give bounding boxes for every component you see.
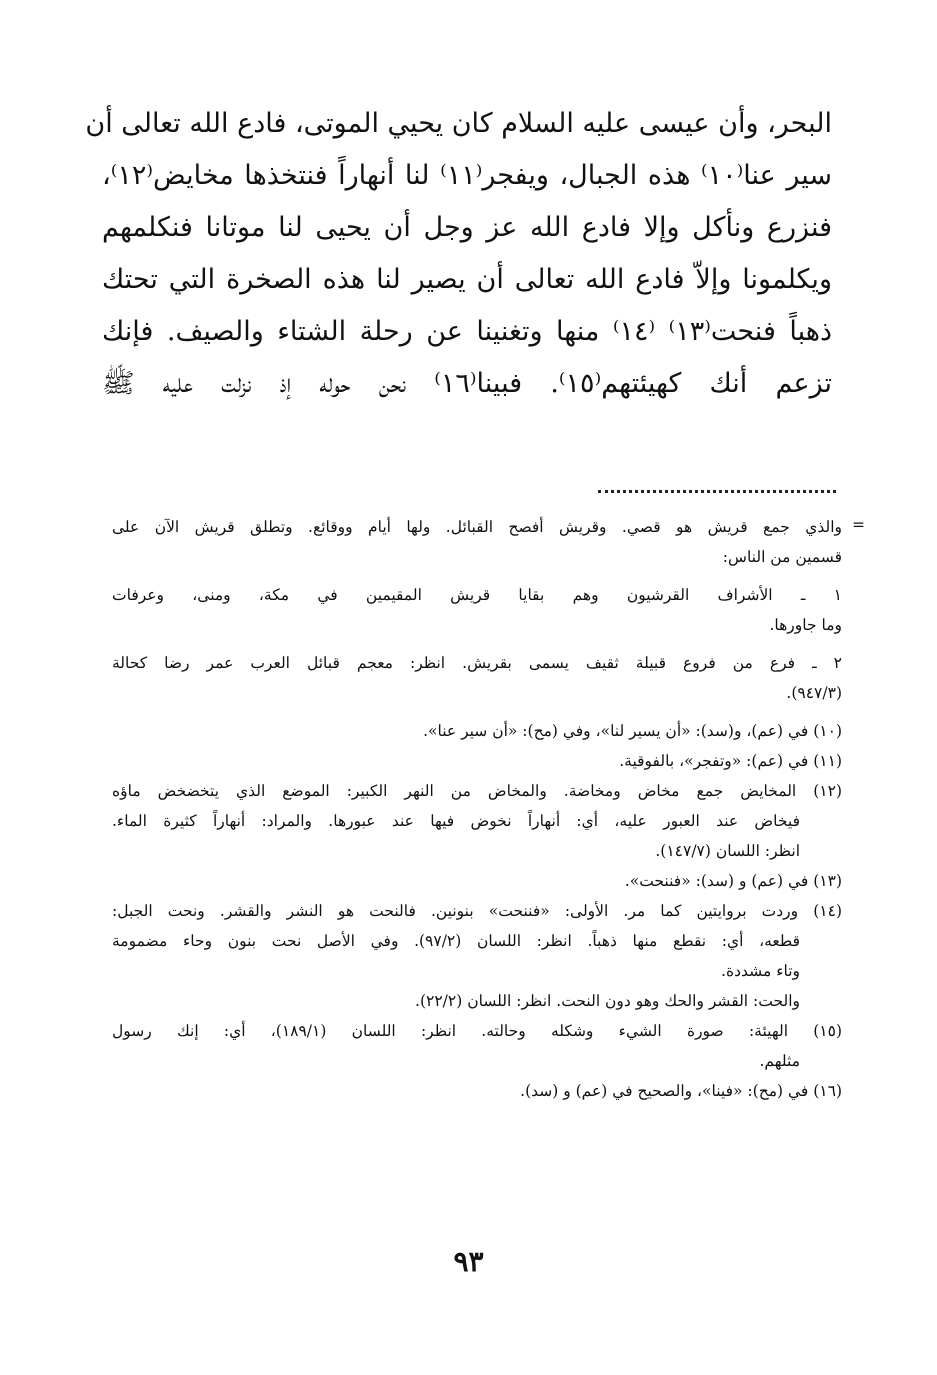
main-text-line: سير عنا⁽١٠⁾ هذه الجبال، ويفجر⁽١١⁾ لنا أنهاراً فنتخذها مخايض⁽١٢⁾، xyxy=(102,160,833,191)
footnotes-block xyxy=(112,512,865,1106)
footnote-16: (١٦) في (مح): «فينا»، والصحيح في (عم) و (سد). xyxy=(520,1082,842,1100)
main-text-block xyxy=(85,98,833,410)
main-text-line: فنزرع ونأكل وإلا فادع الله عز وجل أن يحيى لنا موتانا فنكلمهم xyxy=(102,212,832,243)
footnote-line: قسمين من الناس: xyxy=(722,548,842,566)
footnote-line: قطعه، أي: نقطع منها ذهباً. انظر: اللسان (٩٧/٢). وفي الأصل نحت بنون وحاء مضمومة xyxy=(112,932,800,950)
footnote-14: (١٤) وردت بروايتين كما مر. الأولى: «فننحت» بنونين. فالنحت هو النشر والقشر. ونحت الجبل: xyxy=(112,902,842,920)
main-text-line: تزعم أنك كهيئتهم⁽١٥⁾. فبينا⁽١٦⁾ نحن حوله إذ نزلت عليه ﷺ xyxy=(102,368,832,399)
footnote-12: (١٢) المخايض جمع مخاض ومخاضة. والمخاض من النهر الكبير: الموضع الذي يتخضخض ماؤه xyxy=(112,782,842,800)
footnote-divider xyxy=(598,490,836,499)
page-number: ٩٣ xyxy=(453,1245,484,1278)
footnote-line: فيخاض عند العبور عليه، أي: أنهاراً نخوض فيها عند عبورها. والمراد: أنهاراً كثيرة الماء. xyxy=(112,812,800,830)
footnote-line: ٢ ـ فرع من فروع قبيلة ثقيف يسمى بقريش. انظر: معجم قبائل العرب عمر رضا كحالة xyxy=(112,654,842,672)
footnote-line: ١ ـ الأشراف القرشيون وهم بقايا قريش المقيمين في مكة، ومنى، وعرفات xyxy=(112,586,842,604)
footnote-line: والذي جمع قريش هو قصي. وقريش أفصح القبائل. ولها أيام ووقائع. وتطلق قريش الآن على xyxy=(112,518,842,536)
continuation-marker: = xyxy=(852,516,865,534)
main-text-line: البحر، وأن عيسى عليه السلام كان يحيي الموتى، فادع الله تعالى أن xyxy=(85,108,832,139)
footnote-line: مثلهم. xyxy=(759,1052,800,1070)
footnote-line: وتاء مشددة. xyxy=(721,962,800,980)
footnote-10: (١٠) في (عم)، و(سد): «أن يسير لنا»، وفي (مح): «أن سير عنا». xyxy=(423,722,842,740)
footnote-13: (١٣) في (عم) و (سد): «فننحت». xyxy=(624,872,842,890)
footnote-line: انظر: اللسان (١٤٧/٧). xyxy=(655,842,800,860)
footnote-line: (٩٤٧/٣). xyxy=(786,684,842,702)
footnote-line: والحت: القشر والحك وهو دون النحت. انظر: اللسان (٢٢/٢). xyxy=(415,992,800,1010)
footnote-11: (١١) في (عم): «وتفجر»، بالفوقية. xyxy=(619,752,842,770)
main-text-line: ذهباً فنحت⁽١٣⁾ ⁽١٤⁾ منها وتغنينا عن رحلة الشتاء والصيف. فإنك xyxy=(102,316,832,347)
footnote-line: وما جاورها. xyxy=(769,616,842,634)
main-text-line: ويكلمونا وإلاّ فادع الله تعالى أن يصير لنا هذه الصخرة التي تحتك xyxy=(102,264,832,295)
footnote-15: (١٥) الهيئة: صورة الشيء وشكله وحالته. انظر: اللسان (١٨٩/١)، أي: إنك رسول xyxy=(112,1022,842,1040)
